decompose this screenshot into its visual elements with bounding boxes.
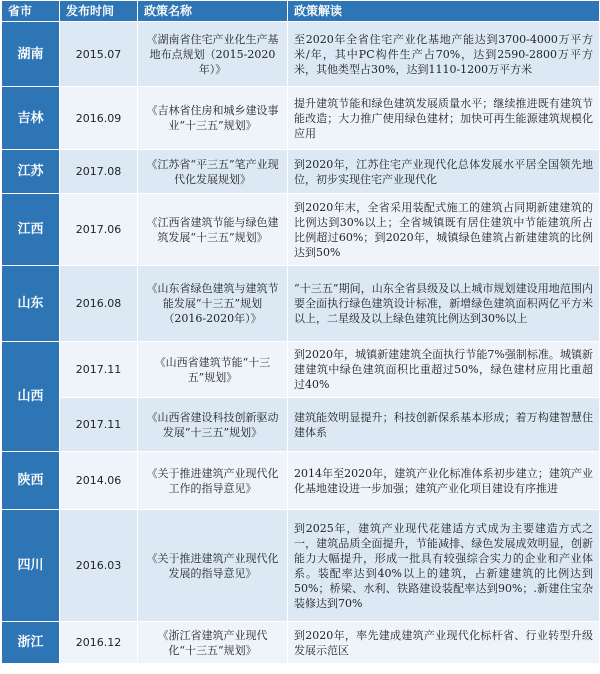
policy-desc-cell: 到2020年，城镇新建建筑全面执行节能7%强制标准。城镇新建建筑中绿色建筑面积比重超过50%，绿色建材应用比重超过40% xyxy=(288,342,600,398)
policy-desc-cell: 2014年至2020年，建筑产业化标准体系初步建立；建筑产业化基地建设进一步加强；建筑产业化项目建设有序推进 xyxy=(288,452,600,510)
table-row xyxy=(2,150,600,194)
date-cell: 2014.06 xyxy=(60,452,138,510)
table-row xyxy=(2,22,600,87)
policy-name-cell: 《山西省建筑节能“十三五”规划》 xyxy=(138,342,288,398)
policy-desc-cell: 到2020年末，全省采用装配式施工的建筑占同期新建建筑的比例达到30%以上；全省城镇既有居住建筑中节能建筑所占比例超过60%；到2020年，城镇绿色建筑占新建建筑的比例达到50% xyxy=(288,194,600,266)
date-cell: 2015.07 xyxy=(60,22,138,87)
table-row xyxy=(2,194,600,266)
province-cell: 山东 xyxy=(2,266,60,342)
policy-name-cell: 《关于推进建筑产业现代化工作的指导意见》 xyxy=(138,452,288,510)
date-cell: 2017.11 xyxy=(60,342,138,398)
header-policy-name: 政策名称 xyxy=(138,1,288,22)
province-cell: 湖南 xyxy=(2,22,60,87)
date-cell: 2016.12 xyxy=(60,622,138,664)
policy-name-cell: 《山西省建设科技创新驱动发展“十三五”规划》 xyxy=(138,398,288,452)
policy-desc-cell: 至2020年全省住宅产业化基地产能达到3700-4000万平方米/年，其中PC构件生产占70%，达到2590-2800万平方米，其他类型占30%，达到1110-1200万平方米 xyxy=(288,22,600,87)
policy-name-cell: 《江苏省“平三五”笔产业现代化发展规划》 xyxy=(138,150,288,194)
table-row xyxy=(2,452,600,510)
table-row xyxy=(2,622,600,664)
date-cell: 2017.08 xyxy=(60,150,138,194)
header-row xyxy=(2,1,600,22)
policy-name-cell: 《江西省建筑节能与绿色建筑发展“十三五”规划》 xyxy=(138,194,288,266)
table-row xyxy=(2,87,600,150)
policy-desc-cell: 到2020年，率先建成建筑产业现代化标杆省、行业转型升级发展示范区 xyxy=(288,622,600,664)
province-cell: 江西 xyxy=(2,194,60,266)
table-row xyxy=(2,510,600,622)
date-cell: 2016.03 xyxy=(60,510,138,622)
policy-desc-cell: 提升建筑节能和绿色建筑发展质量水平；继续推进既有建筑节能改造；大力推广使用绿色建材；加快可再生能源建筑规模化应用 xyxy=(288,87,600,150)
header-date: 发布时间 xyxy=(60,1,138,22)
province-cell: 浙江 xyxy=(2,622,60,664)
date-cell: 2016.08 xyxy=(60,266,138,342)
province-cell: 四川 xyxy=(2,510,60,622)
province-cell: 江苏 xyxy=(2,150,60,194)
policy-name-cell: 《关于推进建筑产业现代化发展的指导意见》 xyxy=(138,510,288,622)
policy-name-cell: 《浙江省建筑产业现代化“十三五”规划》 xyxy=(138,622,288,664)
date-cell: 2017.06 xyxy=(60,194,138,266)
policy-desc-cell: “十三五”期间，山东全省县级及以上城市规划建设用地范围内要全面执行绿色建筑设计标准，新增绿色建筑面积两亿平方米以上，二星级及以上绿色建筑比例达到30%以上 xyxy=(288,266,600,342)
policy-name-cell: 《吉林省住房和城乡建设事业“十三五”规划》 xyxy=(138,87,288,150)
table-row xyxy=(2,266,600,342)
province-cell: 吉林 xyxy=(2,87,60,150)
province-cell: 山西 xyxy=(2,342,60,452)
date-cell: 2016.09 xyxy=(60,87,138,150)
policy-table xyxy=(1,0,600,664)
policy-name-cell: 《湖南省住宅产业化生产基地布点规划（2015-2020年）》 xyxy=(138,22,288,87)
policy-name-cell: 《山东省绿色建筑与建筑节能发展“十三五”规划（2016-2020年）》 xyxy=(138,266,288,342)
table-row xyxy=(2,398,600,452)
policy-desc-cell: 建筑能效明显提升；科技创新保系基本形成；着万构建智慧住建体系 xyxy=(288,398,600,452)
policy-desc-cell: 到2020年，江苏住宅产业现代化总体发展水平居全国领先地位，初步实现住宅产业现代化 xyxy=(288,150,600,194)
policy-desc-cell: 到2025年，建筑产业现代花建适方式成为主要建造方式之一，建筑品质全面提升，节能减排、绿色发展成效明显，创新能力大幅提升，形成一批具有较强综合实力的企业和产业体系。装配率达到40%以上的建筑，占新建建筑的比例达到50%；桥梁、水利、铁路建设装配率达到90%；.新建住宝杂装修达到70% xyxy=(288,510,600,622)
province-cell: 陕西 xyxy=(2,452,60,510)
header-province: 省市 xyxy=(2,1,60,22)
table-row xyxy=(2,342,600,398)
date-cell: 2017.11 xyxy=(60,398,138,452)
header-policy-interpretation: 政策解读 xyxy=(288,1,600,22)
